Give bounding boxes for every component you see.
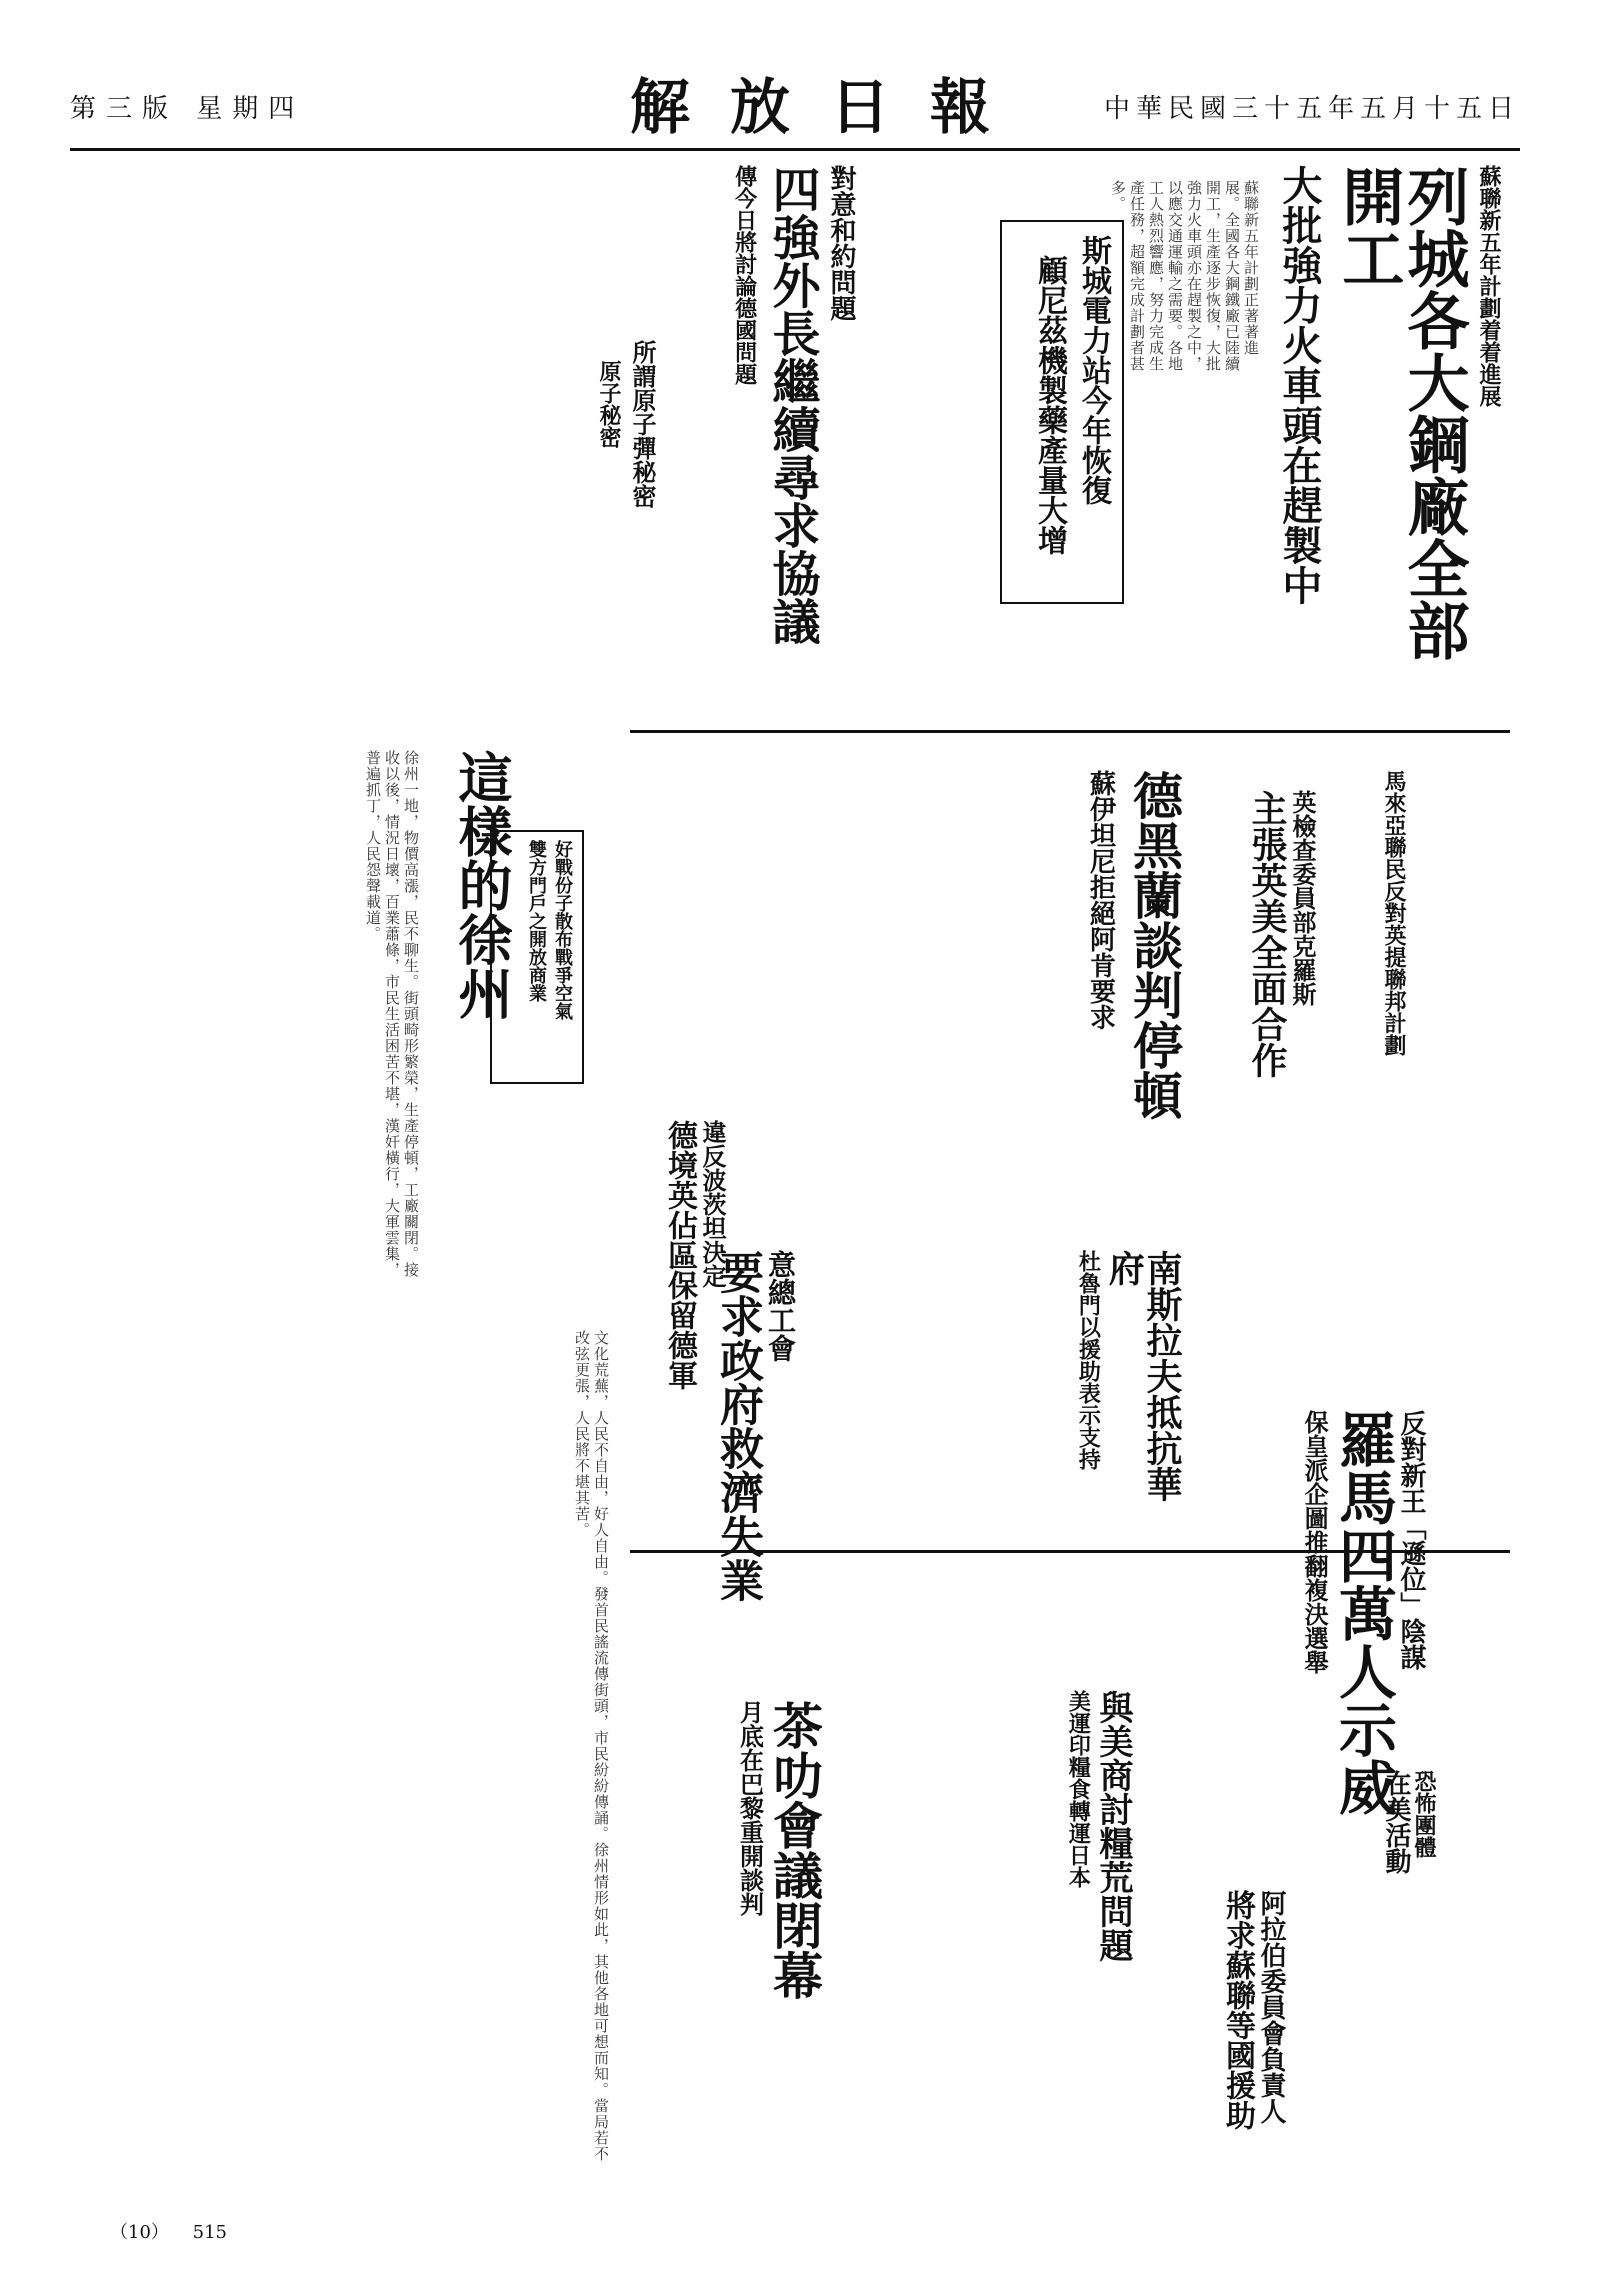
article-four-powers bbox=[700, 165, 860, 705]
subheadline: 保皇派企圖推翻複決選舉 bbox=[1300, 1410, 1330, 1674]
headline: 羅馬四萬人示威 bbox=[1329, 1410, 1397, 1816]
page-number: （10） bbox=[110, 2222, 169, 2243]
masthead-page-info: 第三版 星期四 bbox=[70, 94, 305, 124]
article-yugoslavia bbox=[1075, 1250, 1183, 1510]
subheadline: 雙方門戶之開放商業 bbox=[526, 840, 547, 1002]
headline: 德境英佔區保留德軍 bbox=[662, 1120, 697, 1390]
article-italy-unemployment bbox=[690, 1250, 800, 1670]
article-body: 文化荒蕪，人民不自由，好人自由。發首民謠流傳街頭，市民紛紛傳誦。徐州情形如此，其他各地可想而知。當局若不改弦更張，人民將不堪其苦。 bbox=[573, 1330, 610, 2162]
kicker: 恐怖團體 bbox=[1411, 1770, 1437, 1858]
headline: 阿拉伯委員會負責人 bbox=[1256, 1890, 1286, 2124]
divider bbox=[630, 730, 1510, 733]
subheadline: 月底在巴黎重開談判 bbox=[735, 1700, 765, 1916]
subheadline: 顧尼茲機製藥產量大增 bbox=[1032, 255, 1067, 555]
kicker: 反對新王「遜位」陰謀 bbox=[1396, 1410, 1426, 1670]
headline: 列城各大鋼廠全部開工 bbox=[1331, 165, 1470, 661]
newspaper-title: 解放日報 bbox=[630, 73, 1030, 143]
article-anglo-us bbox=[1210, 790, 1320, 1090]
masthead-date: 中華民國三十五年五月十五日 bbox=[1103, 94, 1520, 124]
headline: 南斯拉夫抵抗華府 bbox=[1103, 1250, 1183, 1502]
subheadline: 大批強力火車頭在趕製中 bbox=[1275, 165, 1323, 605]
article-power-station bbox=[1015, 235, 1115, 595]
subheadline: 美運印糧食轉運日本 bbox=[1065, 1690, 1092, 1888]
headline: 在美活動 bbox=[1381, 1770, 1411, 1874]
kicker: 蘇聯新五年計劃着着進展 bbox=[1476, 165, 1502, 407]
headline: 所謂原子彈秘密 bbox=[628, 340, 657, 508]
kicker: 意總工會 bbox=[764, 1250, 797, 1362]
article-body: 蘇聯新五年計劃正著著進展。全國各大鋼鐵廠已陸續開工，生產逐步恢復，大批強力火車頭亦在趕製之中，以應交通運輸之需要。各地工人熱烈響應，努力完成生產任務，超額完成計劃者甚多。 bbox=[1109, 180, 1260, 372]
article-body: 徐州一地，物價高漲，民不聊生。街頭畸形繁榮，生產停頓，工廠關閉。接收以後，情況日壞，百業蕭條，市民生活困苦不堪，漢奸橫行，大軍雲集，普遍抓丁，人民怨聲載道。 bbox=[364, 750, 420, 1278]
subheadline: 傳今日將討論德國問題 bbox=[731, 165, 758, 385]
article-malaya bbox=[1340, 770, 1410, 1150]
headline: 與美商討糧荒問題 bbox=[1093, 1690, 1133, 1962]
headline: 好戰份子散布戰爭空氣 bbox=[552, 840, 573, 1020]
headline: 馬來亞聯民反對英提聯邦計劃 bbox=[1381, 770, 1407, 1056]
newspaper-page bbox=[70, 70, 1520, 2205]
subheadline: 將求蘇聯等國援助 bbox=[1220, 1890, 1255, 2130]
subheadline: 英檢查委員部克羅斯 bbox=[1288, 790, 1317, 1006]
headline: 主張英美全面合作 bbox=[1246, 790, 1288, 1078]
subheadline: 蘇伊坦尼拒絕阿肯要求 bbox=[1085, 770, 1116, 1030]
article-warmongers bbox=[500, 840, 575, 1070]
article-lead bbox=[1265, 165, 1505, 685]
article-terror-groups bbox=[1360, 1770, 1440, 1970]
article-arab-committee bbox=[1190, 1890, 1290, 2190]
headline: 斯城電力站今年恢復 bbox=[1076, 235, 1111, 505]
kicker: 對意和約問題 bbox=[826, 165, 856, 321]
article-tea-conference bbox=[690, 1700, 824, 2020]
subheadline: 杜魯門以援助表示支持 bbox=[1075, 1250, 1102, 1470]
article-tehran bbox=[1050, 770, 1184, 1230]
serial-number: 515 bbox=[192, 2222, 227, 2243]
kicker: 違反波茨坦決定 bbox=[698, 1120, 727, 1288]
headline: 德黑蘭談判停頓 bbox=[1125, 770, 1184, 1120]
page-footer bbox=[110, 2218, 227, 2244]
headline: 要求政府救濟失業 bbox=[712, 1250, 763, 1602]
subheadline: 原子秘密 bbox=[596, 360, 622, 448]
headline: 四強外長繼續尋求協議 bbox=[764, 165, 820, 645]
masthead bbox=[70, 70, 1520, 151]
article-atomic-secret bbox=[550, 340, 660, 660]
headline: 這樣的徐州 bbox=[450, 750, 514, 1020]
article-famine bbox=[1030, 1690, 1133, 2030]
headline: 茶叻會議閉幕 bbox=[765, 1700, 824, 2000]
